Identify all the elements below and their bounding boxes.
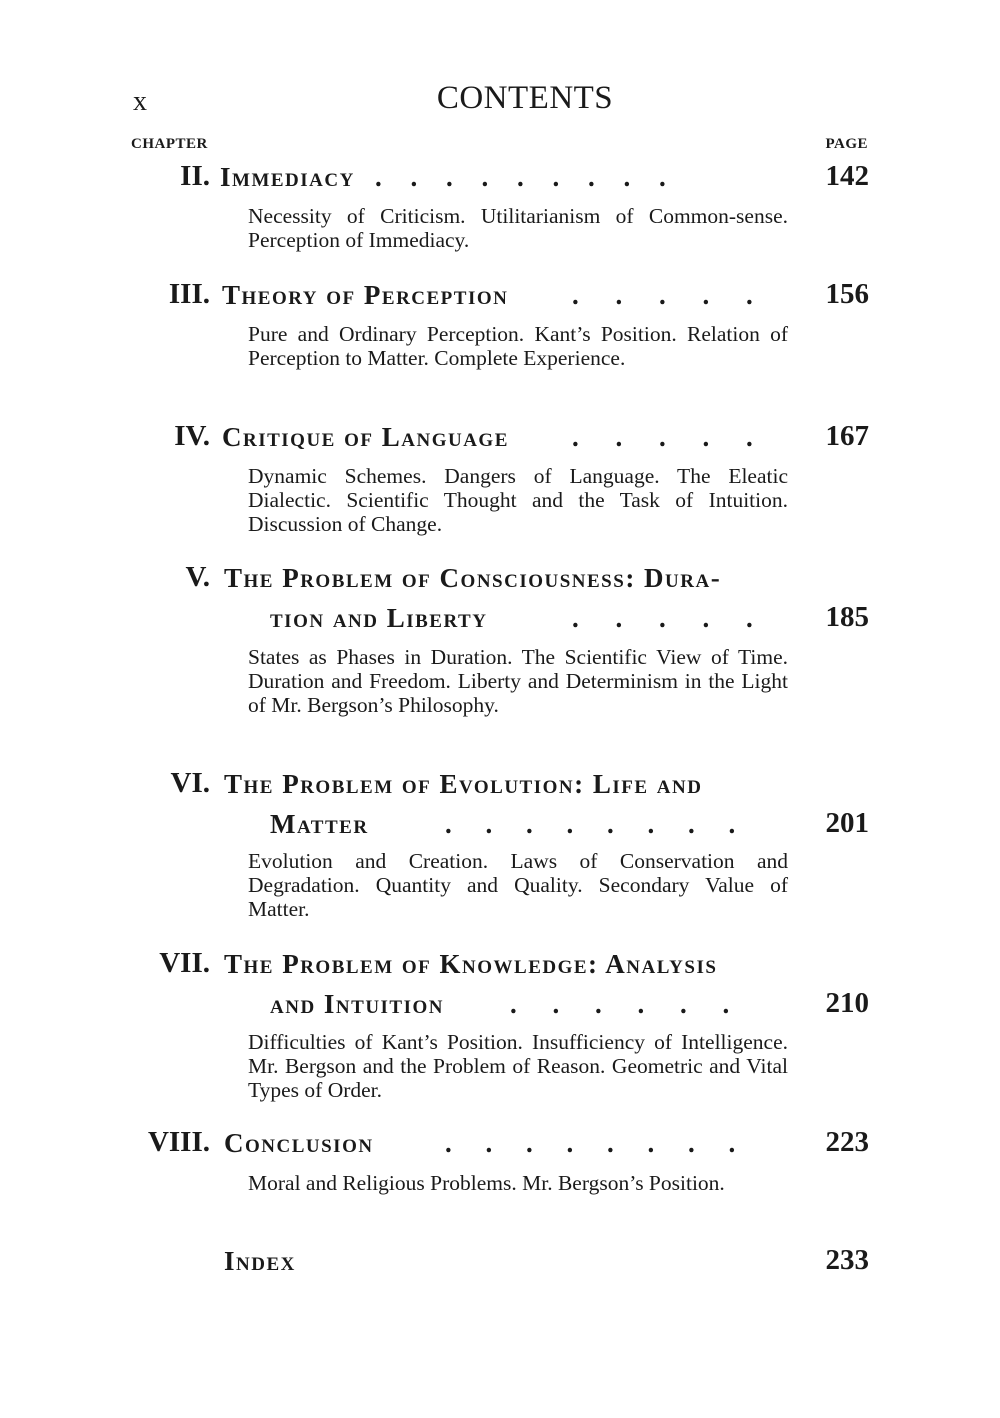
dot-leader: . . . . . . . . bbox=[445, 1128, 736, 1158]
dot-leader: . . . . . bbox=[572, 603, 753, 633]
page-number: 142 bbox=[825, 160, 869, 192]
page-number: 167 bbox=[825, 420, 869, 452]
chapter-number: VIII. bbox=[147, 1126, 210, 1158]
dot-leader: . . . . . . bbox=[510, 989, 730, 1019]
dot-leader: . . . . . bbox=[572, 422, 753, 452]
page-number: 185 bbox=[825, 601, 869, 633]
chapter-title-continued: tion and Liberty bbox=[270, 603, 488, 633]
chapter-number: III. bbox=[168, 278, 210, 310]
chapter-summary: Pure and Ordinary Perception. Kant’s Position. Relation of Perception to Matter. Complete Experience. bbox=[248, 322, 788, 370]
chapter-summary: Difficulties of Kant’s Position. Insufficiency of Intelligence. Mr. Bergson and the Problem of Reason. Geometric and Vital Types of Order. bbox=[248, 1030, 788, 1102]
chapter-summary: Necessity of Criticism. Utilitarianism of Common-sense. Perception of Immediacy. bbox=[248, 204, 788, 252]
dot-leader: . . . . . bbox=[572, 280, 753, 310]
dot-leader: . . . . . . . . bbox=[445, 809, 736, 839]
chapter-title: Critique of Language bbox=[222, 422, 509, 452]
page-column-header: PAGE bbox=[825, 136, 868, 152]
page-number: 210 bbox=[825, 987, 869, 1019]
page-number: 201 bbox=[825, 807, 869, 839]
chapter-title: Theory of Perception bbox=[222, 280, 509, 310]
index-title: Index bbox=[224, 1246, 296, 1276]
page-title: CONTENTS bbox=[436, 80, 614, 116]
page-folio: x bbox=[133, 86, 147, 117]
chapter-summary: Dynamic Schemes. Dangers of Language. The Eleatic Dialectic. Scientific Thought and the Task of Intuition. Discussion of Change. bbox=[248, 464, 788, 536]
chapter-number: VII. bbox=[159, 947, 210, 979]
chapter-title-continued: Matter bbox=[270, 809, 369, 839]
chapter-summary: Moral and Religious Problems. Mr. Bergson’s Position. bbox=[248, 1171, 725, 1195]
dot-leader: . . . . . . . . . bbox=[375, 162, 666, 192]
chapter-title: The Problem of Knowledge: Analysis bbox=[224, 949, 718, 979]
chapter-number: V. bbox=[185, 561, 210, 593]
chapter-title: Conclusion bbox=[224, 1128, 374, 1158]
page-number: 223 bbox=[825, 1126, 869, 1158]
chapter-column-header: CHAPTER bbox=[131, 136, 208, 152]
chapter-number: IV. bbox=[174, 420, 210, 452]
chapter-number: II. bbox=[180, 160, 210, 192]
chapter-title-continued: and Intuition bbox=[270, 989, 444, 1019]
index-page-number: 233 bbox=[825, 1244, 869, 1276]
chapter-number: VI. bbox=[170, 767, 210, 799]
chapter-title: Immediacy bbox=[220, 162, 355, 192]
chapter-summary: Evolution and Creation. Laws of Conservation and Degradation. Quantity and Quality. Secondary Value of Matter. bbox=[248, 849, 788, 921]
chapter-title: The Problem of Consciousness: Dura- bbox=[224, 563, 722, 593]
chapter-title: The Problem of Evolution: Life and bbox=[224, 769, 703, 799]
page-number: 156 bbox=[825, 278, 869, 310]
chapter-summary: States as Phases in Duration. The Scientific View of Time. Duration and Freedom. Liberty and Determinism in the Light of Mr. Bergson’s Philosophy. bbox=[248, 645, 788, 717]
